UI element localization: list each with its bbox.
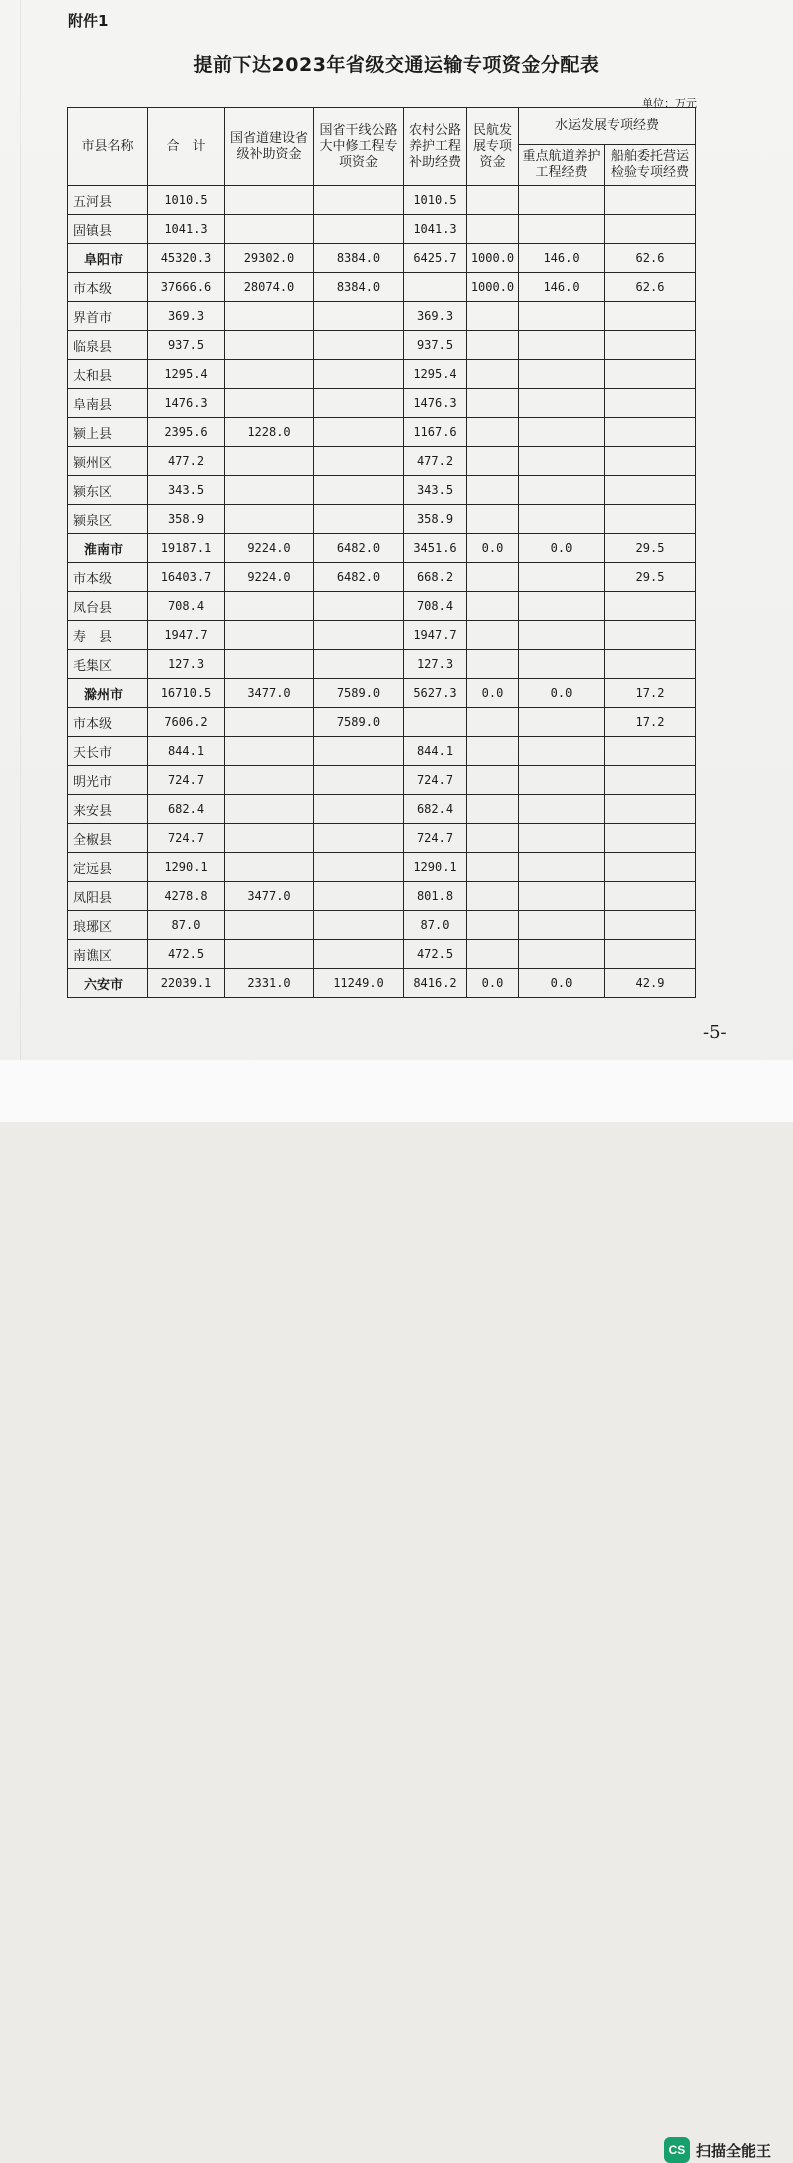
cell-ship-inspection bbox=[605, 911, 696, 940]
cell-provincial-road: 28074.0 bbox=[225, 273, 314, 302]
cell-ship-inspection bbox=[605, 824, 696, 853]
cell-ship-inspection bbox=[605, 766, 696, 795]
camscanner-logo-icon: CS bbox=[664, 2137, 690, 2163]
cell-name: 滁州市 bbox=[68, 679, 148, 708]
cell-channel-maint bbox=[519, 824, 605, 853]
table-row bbox=[68, 737, 696, 766]
cell-rural-road: 708.4 bbox=[404, 592, 467, 621]
cell-provincial-road bbox=[225, 186, 314, 215]
cell-ship-inspection bbox=[605, 795, 696, 824]
cell-trunk-repair bbox=[314, 186, 404, 215]
cell-civil-aviation: 1000.0 bbox=[467, 273, 519, 302]
cell-provincial-road bbox=[225, 331, 314, 360]
table-row bbox=[68, 186, 696, 215]
cell-channel-maint: 146.0 bbox=[519, 244, 605, 273]
cell-provincial-road bbox=[225, 911, 314, 940]
cell-ship-inspection bbox=[605, 737, 696, 766]
cell-trunk-repair bbox=[314, 882, 404, 911]
cell-total: 19187.1 bbox=[148, 534, 225, 563]
cell-total: 708.4 bbox=[148, 592, 225, 621]
cell-provincial-road bbox=[225, 940, 314, 969]
cell-trunk-repair: 6482.0 bbox=[314, 563, 404, 592]
cell-trunk-repair bbox=[314, 331, 404, 360]
cell-civil-aviation bbox=[467, 621, 519, 650]
cell-total: 7606.2 bbox=[148, 708, 225, 737]
cell-channel-maint bbox=[519, 592, 605, 621]
cell-rural-road: 724.7 bbox=[404, 766, 467, 795]
cell-rural-road bbox=[404, 708, 467, 737]
cell-total: 22039.1 bbox=[148, 969, 225, 998]
cell-provincial-road bbox=[225, 853, 314, 882]
table-row bbox=[68, 476, 696, 505]
cell-civil-aviation: 0.0 bbox=[467, 969, 519, 998]
cell-civil-aviation bbox=[467, 650, 519, 679]
cell-trunk-repair bbox=[314, 592, 404, 621]
cell-channel-maint bbox=[519, 650, 605, 679]
cell-channel-maint bbox=[519, 621, 605, 650]
cell-channel-maint: 0.0 bbox=[519, 534, 605, 563]
cell-ship-inspection bbox=[605, 186, 696, 215]
cell-channel-maint bbox=[519, 418, 605, 447]
cell-rural-road: 6425.7 bbox=[404, 244, 467, 273]
header-rural-road: 农村公路养护工程补助经费 bbox=[404, 108, 467, 186]
cell-civil-aviation bbox=[467, 563, 519, 592]
cell-ship-inspection bbox=[605, 650, 696, 679]
cell-civil-aviation bbox=[467, 505, 519, 534]
cell-provincial-road: 9224.0 bbox=[225, 563, 314, 592]
cell-rural-road bbox=[404, 273, 467, 302]
table-row bbox=[68, 766, 696, 795]
cell-rural-road: 1167.6 bbox=[404, 418, 467, 447]
cell-rural-road: 358.9 bbox=[404, 505, 467, 534]
cell-trunk-repair bbox=[314, 302, 404, 331]
cell-ship-inspection bbox=[605, 447, 696, 476]
table-row bbox=[68, 534, 696, 563]
cell-civil-aviation bbox=[467, 418, 519, 447]
cell-trunk-repair: 6482.0 bbox=[314, 534, 404, 563]
document-title: 提前下达2023年省级交通运输专项资金分配表 bbox=[193, 54, 600, 76]
cell-provincial-road bbox=[225, 592, 314, 621]
cell-total: 369.3 bbox=[148, 302, 225, 331]
table-row bbox=[68, 389, 696, 418]
cell-provincial-road: 3477.0 bbox=[225, 882, 314, 911]
cell-name: 六安市 bbox=[68, 969, 148, 998]
cell-rural-road: 1041.3 bbox=[404, 215, 467, 244]
table-row bbox=[68, 273, 696, 302]
cell-civil-aviation bbox=[467, 389, 519, 418]
cell-total: 2395.6 bbox=[148, 418, 225, 447]
cell-ship-inspection: 42.9 bbox=[605, 969, 696, 998]
cell-ship-inspection bbox=[605, 215, 696, 244]
cell-ship-inspection bbox=[605, 302, 696, 331]
cell-provincial-road bbox=[225, 215, 314, 244]
cell-name: 市本级 bbox=[68, 273, 148, 302]
cell-rural-road: 472.5 bbox=[404, 940, 467, 969]
cell-total: 37666.6 bbox=[148, 273, 225, 302]
cell-civil-aviation: 1000.0 bbox=[467, 244, 519, 273]
page-number: -5- bbox=[703, 1022, 727, 1043]
cell-channel-maint: 0.0 bbox=[519, 679, 605, 708]
cell-ship-inspection: 29.5 bbox=[605, 563, 696, 592]
cell-total: 1947.7 bbox=[148, 621, 225, 650]
cell-rural-road: 127.3 bbox=[404, 650, 467, 679]
cell-provincial-road bbox=[225, 389, 314, 418]
cell-total: 45320.3 bbox=[148, 244, 225, 273]
cell-trunk-repair bbox=[314, 505, 404, 534]
cell-name: 颍上县 bbox=[68, 418, 148, 447]
cell-name: 固镇县 bbox=[68, 215, 148, 244]
cell-civil-aviation bbox=[467, 911, 519, 940]
cell-provincial-road bbox=[225, 824, 314, 853]
cell-rural-road: 369.3 bbox=[404, 302, 467, 331]
cell-provincial-road bbox=[225, 505, 314, 534]
cell-civil-aviation bbox=[467, 302, 519, 331]
header-total: 合 计 bbox=[148, 108, 225, 186]
cell-name: 毛集区 bbox=[68, 650, 148, 679]
table-row bbox=[68, 882, 696, 911]
table-row bbox=[68, 795, 696, 824]
allocation-table bbox=[67, 107, 696, 998]
cell-trunk-repair: 7589.0 bbox=[314, 708, 404, 737]
header-row-1 bbox=[68, 108, 696, 145]
cell-name: 全椒县 bbox=[68, 824, 148, 853]
cell-name: 颍州区 bbox=[68, 447, 148, 476]
table-body bbox=[68, 186, 696, 998]
cell-channel-maint bbox=[519, 302, 605, 331]
table-row bbox=[68, 940, 696, 969]
cell-civil-aviation: 0.0 bbox=[467, 534, 519, 563]
cell-name: 定远县 bbox=[68, 853, 148, 882]
cell-provincial-road bbox=[225, 302, 314, 331]
cell-trunk-repair bbox=[314, 940, 404, 969]
cell-trunk-repair bbox=[314, 621, 404, 650]
cell-provincial-road bbox=[225, 621, 314, 650]
cell-civil-aviation bbox=[467, 360, 519, 389]
cell-ship-inspection: 62.6 bbox=[605, 273, 696, 302]
page-fold-line bbox=[20, 0, 21, 1060]
cell-trunk-repair bbox=[314, 215, 404, 244]
cell-civil-aviation bbox=[467, 795, 519, 824]
cell-provincial-road bbox=[225, 737, 314, 766]
cell-total: 4278.8 bbox=[148, 882, 225, 911]
table-row bbox=[68, 621, 696, 650]
cell-provincial-road bbox=[225, 650, 314, 679]
table-row bbox=[68, 302, 696, 331]
cell-provincial-road: 2331.0 bbox=[225, 969, 314, 998]
cell-total: 343.5 bbox=[148, 476, 225, 505]
cell-channel-maint: 146.0 bbox=[519, 273, 605, 302]
cell-trunk-repair bbox=[314, 447, 404, 476]
cell-name: 琅琊区 bbox=[68, 911, 148, 940]
cell-channel-maint bbox=[519, 505, 605, 534]
scanner-brand-name: 扫描全能王 bbox=[695, 2141, 771, 2160]
header-civil-aviation: 民航发展专项资金 bbox=[467, 108, 519, 186]
cell-name: 市本级 bbox=[68, 708, 148, 737]
cell-provincial-road bbox=[225, 476, 314, 505]
cell-provincial-road: 3477.0 bbox=[225, 679, 314, 708]
cell-total: 1290.1 bbox=[148, 853, 225, 882]
cell-civil-aviation: 0.0 bbox=[467, 679, 519, 708]
cell-rural-road: 8416.2 bbox=[404, 969, 467, 998]
cell-ship-inspection bbox=[605, 505, 696, 534]
cell-trunk-repair: 8384.0 bbox=[314, 273, 404, 302]
cell-trunk-repair bbox=[314, 418, 404, 447]
cell-civil-aviation bbox=[467, 447, 519, 476]
cell-civil-aviation bbox=[467, 476, 519, 505]
cell-channel-maint bbox=[519, 215, 605, 244]
cell-rural-road: 801.8 bbox=[404, 882, 467, 911]
cell-civil-aviation bbox=[467, 331, 519, 360]
cell-total: 937.5 bbox=[148, 331, 225, 360]
cell-channel-maint bbox=[519, 766, 605, 795]
cell-total: 16710.5 bbox=[148, 679, 225, 708]
cell-total: 1010.5 bbox=[148, 186, 225, 215]
cell-channel-maint bbox=[519, 911, 605, 940]
table-row bbox=[68, 853, 696, 882]
cell-civil-aviation bbox=[467, 824, 519, 853]
cell-ship-inspection bbox=[605, 882, 696, 911]
table-row bbox=[68, 650, 696, 679]
cell-total: 87.0 bbox=[148, 911, 225, 940]
cell-channel-maint bbox=[519, 737, 605, 766]
cell-rural-road: 668.2 bbox=[404, 563, 467, 592]
cell-ship-inspection bbox=[605, 940, 696, 969]
cell-rural-road: 87.0 bbox=[404, 911, 467, 940]
cell-provincial-road bbox=[225, 447, 314, 476]
cell-total: 477.2 bbox=[148, 447, 225, 476]
cell-total: 1295.4 bbox=[148, 360, 225, 389]
cell-total: 472.5 bbox=[148, 940, 225, 969]
cell-rural-road: 937.5 bbox=[404, 331, 467, 360]
cell-rural-road: 1947.7 bbox=[404, 621, 467, 650]
cell-trunk-repair bbox=[314, 737, 404, 766]
cell-name: 界首市 bbox=[68, 302, 148, 331]
table-row bbox=[68, 331, 696, 360]
cell-total: 16403.7 bbox=[148, 563, 225, 592]
cell-ship-inspection bbox=[605, 853, 696, 882]
cell-provincial-road bbox=[225, 708, 314, 737]
cell-channel-maint bbox=[519, 360, 605, 389]
cell-trunk-repair bbox=[314, 824, 404, 853]
cell-civil-aviation bbox=[467, 737, 519, 766]
scanner-brand bbox=[664, 2137, 771, 2163]
cell-trunk-repair bbox=[314, 795, 404, 824]
table-row bbox=[68, 244, 696, 273]
cell-rural-road: 1290.1 bbox=[404, 853, 467, 882]
cell-name: 颍东区 bbox=[68, 476, 148, 505]
cell-rural-road: 477.2 bbox=[404, 447, 467, 476]
header-name: 市县名称 bbox=[68, 108, 148, 186]
cell-trunk-repair: 8384.0 bbox=[314, 244, 404, 273]
cell-ship-inspection bbox=[605, 476, 696, 505]
cell-civil-aviation bbox=[467, 215, 519, 244]
cell-rural-road: 343.5 bbox=[404, 476, 467, 505]
cell-ship-inspection: 17.2 bbox=[605, 679, 696, 708]
cell-civil-aviation bbox=[467, 853, 519, 882]
cell-provincial-road bbox=[225, 766, 314, 795]
cell-rural-road: 844.1 bbox=[404, 737, 467, 766]
cell-total: 724.7 bbox=[148, 766, 225, 795]
header-ship-inspection: 船舶委托营运检验专项经费 bbox=[605, 145, 696, 186]
cell-name: 临泉县 bbox=[68, 331, 148, 360]
cell-name: 明光市 bbox=[68, 766, 148, 795]
cell-name: 南谯区 bbox=[68, 940, 148, 969]
cell-trunk-repair bbox=[314, 911, 404, 940]
cell-name: 寿 县 bbox=[68, 621, 148, 650]
cell-ship-inspection bbox=[605, 331, 696, 360]
cell-channel-maint bbox=[519, 563, 605, 592]
cell-name: 天长市 bbox=[68, 737, 148, 766]
cell-name: 凤台县 bbox=[68, 592, 148, 621]
cell-rural-road: 5627.3 bbox=[404, 679, 467, 708]
cell-provincial-road: 1228.0 bbox=[225, 418, 314, 447]
table-row bbox=[68, 418, 696, 447]
header-water-group: 水运发展专项经费 bbox=[519, 108, 696, 145]
attachment-label: 附件1 bbox=[68, 12, 109, 30]
table-row bbox=[68, 708, 696, 737]
cell-trunk-repair bbox=[314, 476, 404, 505]
cell-trunk-repair: 7589.0 bbox=[314, 679, 404, 708]
cell-ship-inspection bbox=[605, 592, 696, 621]
cell-channel-maint bbox=[519, 389, 605, 418]
table-row bbox=[68, 215, 696, 244]
cell-channel-maint bbox=[519, 882, 605, 911]
cell-provincial-road: 9224.0 bbox=[225, 534, 314, 563]
cell-trunk-repair bbox=[314, 853, 404, 882]
table-row bbox=[68, 563, 696, 592]
cell-channel-maint bbox=[519, 795, 605, 824]
cell-name: 颍泉区 bbox=[68, 505, 148, 534]
cell-channel-maint bbox=[519, 447, 605, 476]
unit-label: 单位：万元 bbox=[642, 97, 697, 110]
cell-rural-road: 1295.4 bbox=[404, 360, 467, 389]
cell-name: 五河县 bbox=[68, 186, 148, 215]
cell-ship-inspection bbox=[605, 360, 696, 389]
cell-trunk-repair bbox=[314, 766, 404, 795]
cell-name: 市本级 bbox=[68, 563, 148, 592]
cell-trunk-repair bbox=[314, 389, 404, 418]
header-channel-maint: 重点航道养护工程经费 bbox=[519, 145, 605, 186]
cell-ship-inspection: 62.6 bbox=[605, 244, 696, 273]
cell-ship-inspection bbox=[605, 621, 696, 650]
cell-civil-aviation bbox=[467, 186, 519, 215]
table-row bbox=[68, 592, 696, 621]
table-row bbox=[68, 505, 696, 534]
cell-rural-road: 1476.3 bbox=[404, 389, 467, 418]
cell-channel-maint bbox=[519, 708, 605, 737]
cell-ship-inspection bbox=[605, 389, 696, 418]
cell-name: 淮南市 bbox=[68, 534, 148, 563]
cell-channel-maint bbox=[519, 853, 605, 882]
cell-rural-road: 682.4 bbox=[404, 795, 467, 824]
cell-name: 来安县 bbox=[68, 795, 148, 824]
cell-total: 724.7 bbox=[148, 824, 225, 853]
cell-channel-maint: 0.0 bbox=[519, 969, 605, 998]
cell-civil-aviation bbox=[467, 592, 519, 621]
cell-total: 358.9 bbox=[148, 505, 225, 534]
cell-civil-aviation bbox=[467, 708, 519, 737]
cell-total: 682.4 bbox=[148, 795, 225, 824]
cell-channel-maint bbox=[519, 331, 605, 360]
table-row bbox=[68, 360, 696, 389]
cell-rural-road: 3451.6 bbox=[404, 534, 467, 563]
cell-provincial-road: 29302.0 bbox=[225, 244, 314, 273]
table-row bbox=[68, 679, 696, 708]
cell-trunk-repair bbox=[314, 360, 404, 389]
table-row bbox=[68, 911, 696, 940]
cell-name: 阜南县 bbox=[68, 389, 148, 418]
cell-civil-aviation bbox=[467, 766, 519, 795]
table-row bbox=[68, 969, 696, 998]
cell-rural-road: 724.7 bbox=[404, 824, 467, 853]
cell-total: 844.1 bbox=[148, 737, 225, 766]
cell-total: 1476.3 bbox=[148, 389, 225, 418]
cell-ship-inspection bbox=[605, 418, 696, 447]
cell-channel-maint bbox=[519, 476, 605, 505]
cell-name: 阜阳市 bbox=[68, 244, 148, 273]
cell-ship-inspection: 29.5 bbox=[605, 534, 696, 563]
cell-trunk-repair bbox=[314, 650, 404, 679]
cell-rural-road: 1010.5 bbox=[404, 186, 467, 215]
cell-civil-aviation bbox=[467, 940, 519, 969]
cell-provincial-road bbox=[225, 795, 314, 824]
header-trunk-repair: 国省干线公路大中修工程专项资金 bbox=[314, 108, 404, 186]
table-row bbox=[68, 447, 696, 476]
cell-provincial-road bbox=[225, 360, 314, 389]
cell-total: 1041.3 bbox=[148, 215, 225, 244]
cell-total: 127.3 bbox=[148, 650, 225, 679]
cell-name: 凤阳县 bbox=[68, 882, 148, 911]
cell-channel-maint bbox=[519, 186, 605, 215]
cell-name: 太和县 bbox=[68, 360, 148, 389]
scanner-footer bbox=[0, 1060, 793, 2160]
header-provincial-road: 国省道建设省级补助资金 bbox=[225, 108, 314, 186]
cell-channel-maint bbox=[519, 940, 605, 969]
cell-trunk-repair: 11249.0 bbox=[314, 969, 404, 998]
table-row bbox=[68, 824, 696, 853]
cell-ship-inspection: 17.2 bbox=[605, 708, 696, 737]
cell-civil-aviation bbox=[467, 882, 519, 911]
